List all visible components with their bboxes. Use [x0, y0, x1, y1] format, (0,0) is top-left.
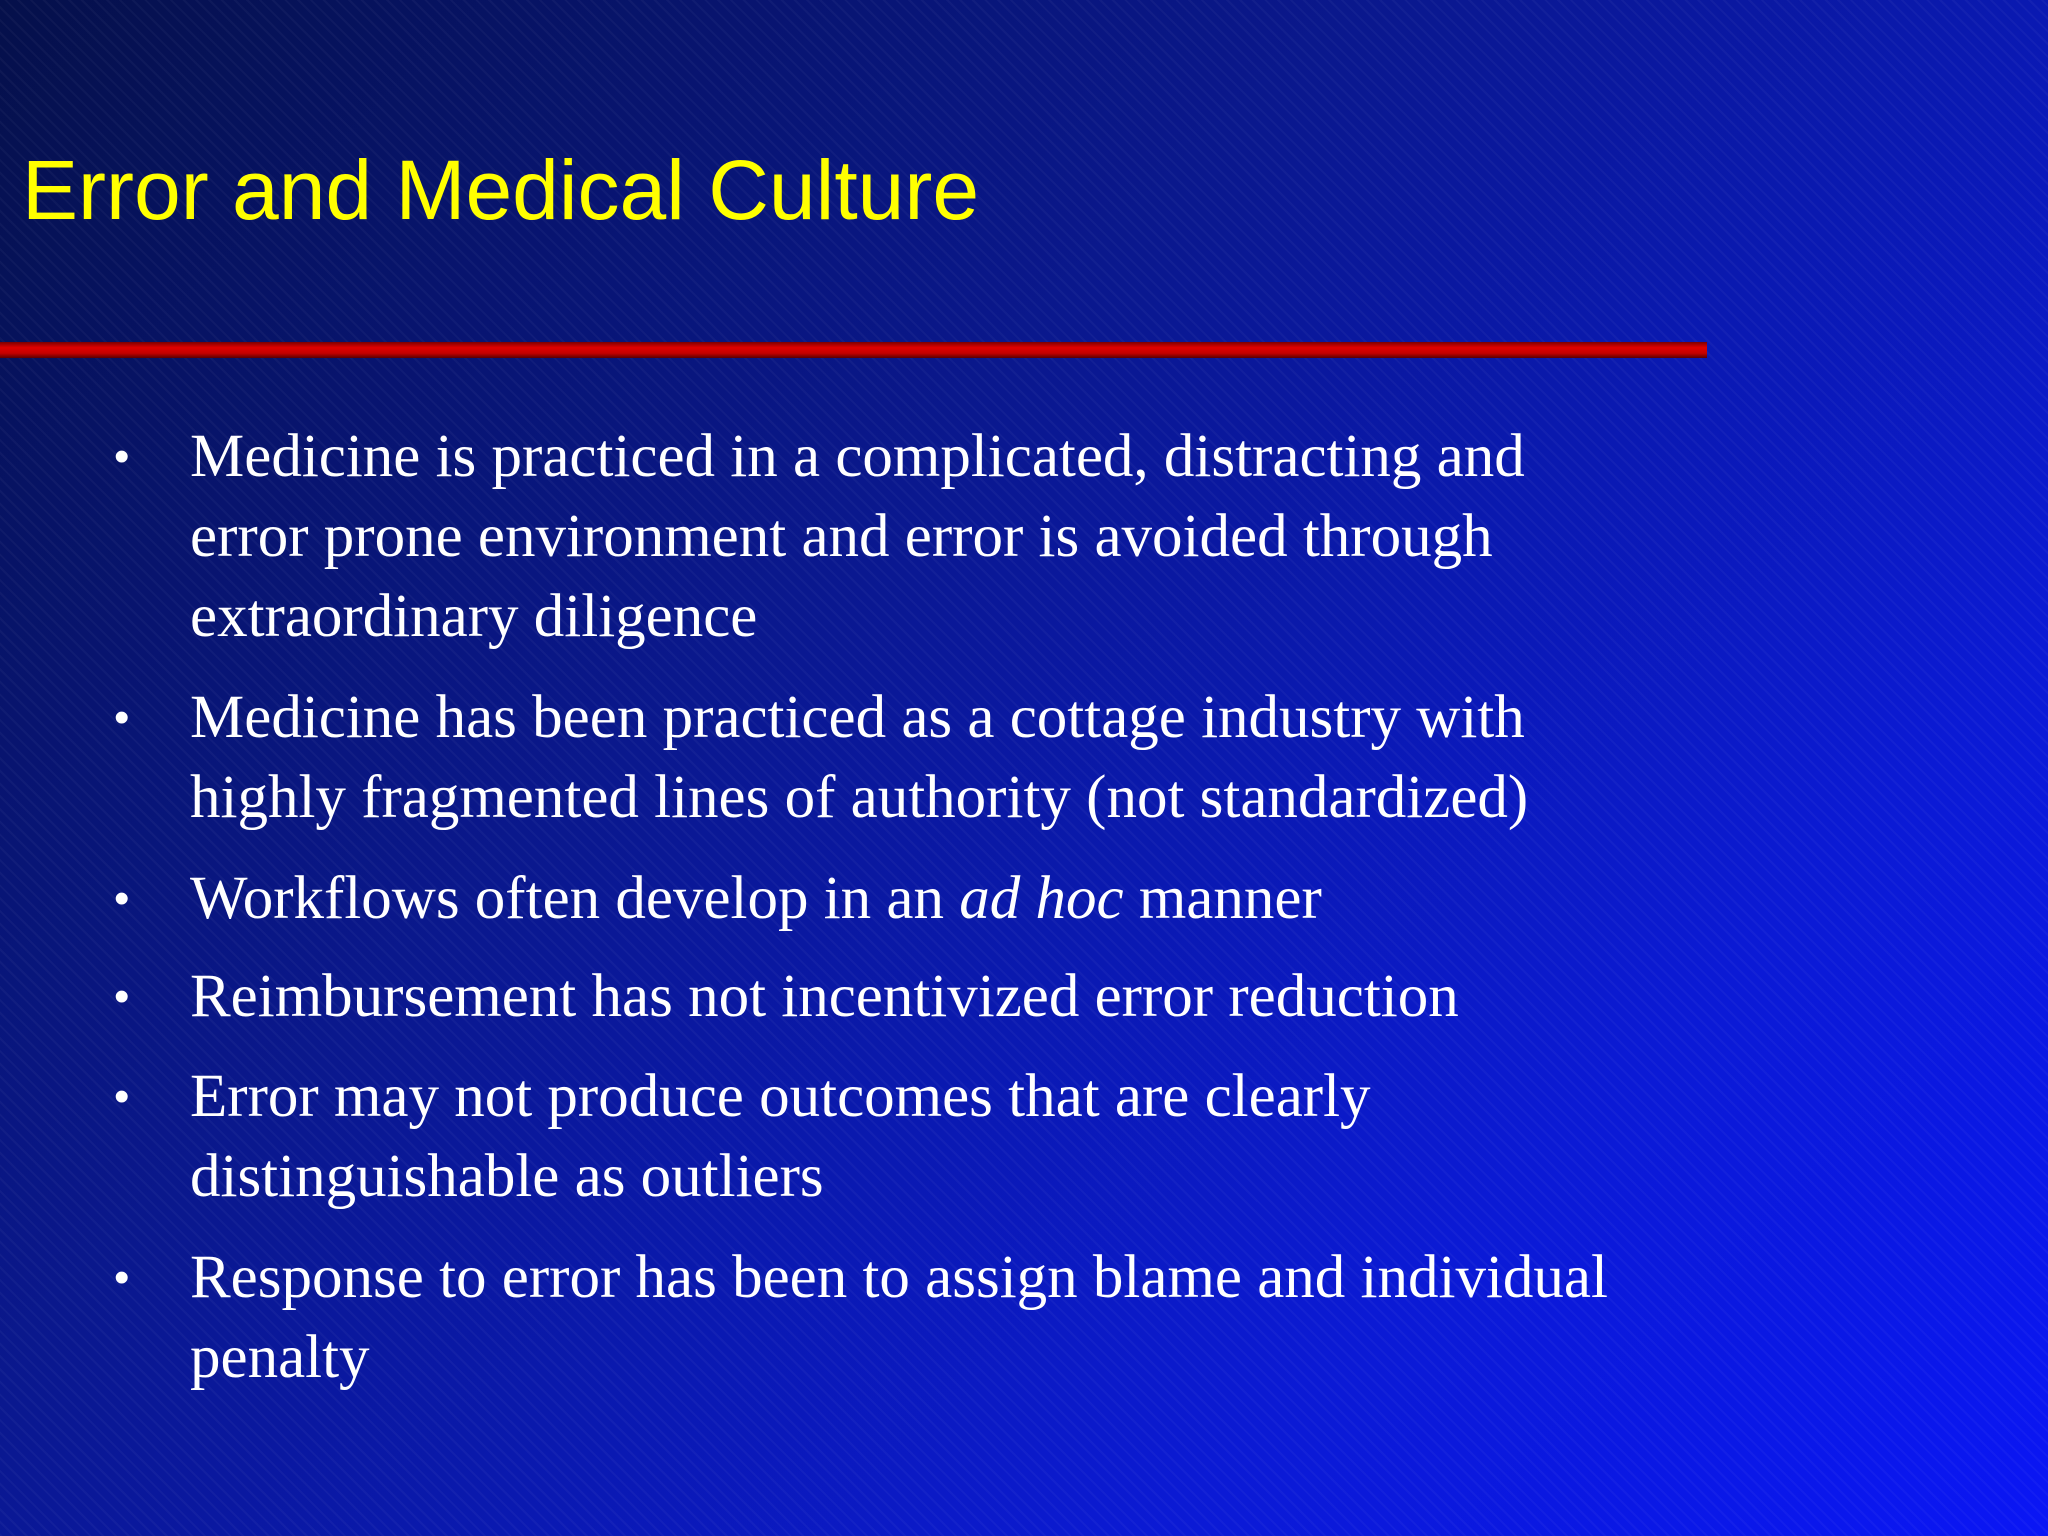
bullet-dot-icon: •: [114, 693, 130, 742]
bullet-text-line: Reimbursement has not incentivized error reduction: [190, 963, 1459, 1030]
bullet-item: [114, 417, 1790, 657]
bullet-dot-icon: •: [114, 1072, 130, 1121]
bullet-item: [114, 859, 1790, 939]
bullet-text-line: error prone environment and error is avoided through: [190, 503, 1493, 570]
slide-title: Error and Medical Culture: [22, 143, 980, 237]
bullet-text-line: highly fragmented lines of authority (not standardized): [190, 764, 1529, 831]
bullet-item: [114, 957, 1790, 1037]
bullet-dot-icon: •: [114, 432, 130, 481]
bullet-text-line: Error may not produce outcomes that are clearly: [190, 1063, 1371, 1130]
bullet-text-line: Medicine is practiced in a complicated, distracting and: [190, 423, 1525, 490]
bullet-dot-icon: •: [114, 972, 130, 1021]
bullet-dot-icon: •: [114, 1253, 130, 1302]
bullet-dot-icon: •: [114, 874, 130, 923]
bullet-text-after: manner: [1123, 865, 1322, 932]
bullet-item: [114, 1057, 1790, 1217]
bullet-text-emphasis: ad hoc: [959, 865, 1124, 932]
bullet-text-line: Medicine has been practiced as a cottage industry with: [190, 684, 1525, 751]
bullet-item: [114, 678, 1790, 838]
bullet-text-line: penalty: [190, 1324, 370, 1391]
bullet-text-line: [190, 859, 1790, 939]
title-divider: [0, 342, 1707, 358]
bullet-text-line: Response to error has been to assign blame and individual: [190, 1244, 1608, 1311]
bullet-text-before: Workflows often develop in an: [190, 865, 960, 932]
bullet-text-line: distinguishable as outliers: [190, 1143, 824, 1210]
bullet-text-line: extraordinary diligence: [190, 583, 758, 650]
bullet-item: [114, 1238, 1790, 1398]
